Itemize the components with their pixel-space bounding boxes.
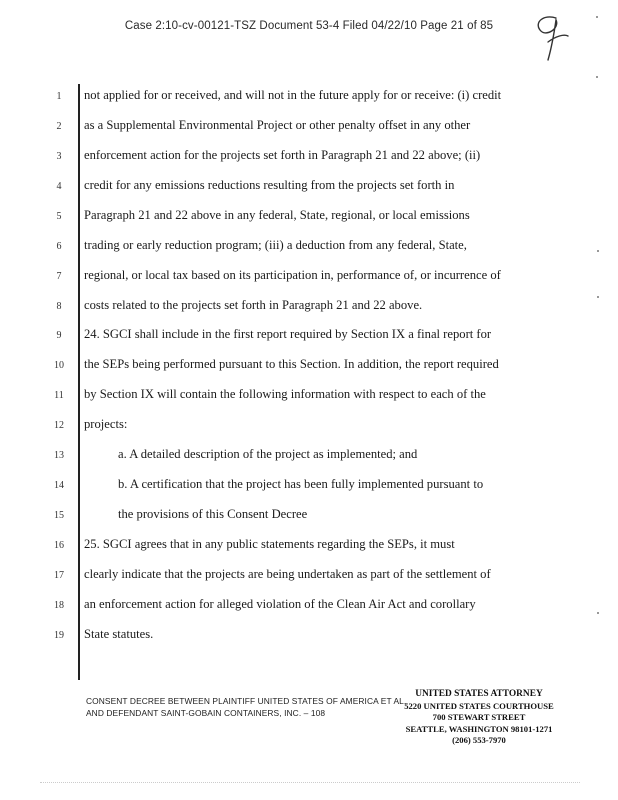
body-text-line: an enforcement action for alleged violation of the Clean Air Act and corollary <box>84 597 476 611</box>
scan-noise <box>40 782 580 791</box>
handwritten-initials <box>526 12 570 64</box>
line-number: 9 <box>56 330 62 341</box>
paragraph-25-line: 25. SGCI agrees that in any public statements regarding the SEPs, it must <box>84 537 455 551</box>
line-number: 17 <box>54 570 64 581</box>
line-number: 1 <box>56 91 62 102</box>
line-number: 6 <box>56 241 62 252</box>
body-text-line: by Section IX will contain the following information with respect to each of the <box>84 387 486 401</box>
scan-speck <box>597 296 599 298</box>
body-text-line: credit for any emissions reductions resulting from the projects set forth in <box>84 178 455 192</box>
line-number: 11 <box>54 390 64 401</box>
line-number: 3 <box>56 151 62 162</box>
margin-rule <box>78 84 80 680</box>
address-line: 5220 UNITED STATES COURTHOUSE <box>404 700 554 711</box>
body-text-line: as a Supplemental Environmental Project or other penalty offset in any other <box>84 118 471 132</box>
scan-speck <box>597 250 599 252</box>
body-text-line: enforcement action for the projects set forth in Paragraph 21 and 22 above; (ii) <box>84 148 481 162</box>
body-text-line: clearly indicate that the projects are being undertaken as part of the settlement of <box>84 567 491 581</box>
list-item-b: b. A certification that the project has been fully implemented pursuant to <box>118 477 484 491</box>
line-number: 15 <box>54 510 64 521</box>
list-item-b-continued: the provisions of this Consent Decree <box>118 507 308 521</box>
body-text-line: Paragraph 21 and 22 above in any federal, State, regional, or local emissions <box>84 208 470 222</box>
attorney-address-block <box>404 689 554 747</box>
body-text-line: State statutes. <box>84 627 154 641</box>
line-number: 10 <box>54 360 64 371</box>
line-number: 12 <box>54 420 64 431</box>
footer-caption <box>86 695 406 719</box>
body-text-line: trading or early reduction program; (iii) a deduction from any federal, State, <box>84 238 467 252</box>
body-text-line: costs related to the projects set forth in Paragraph 21 and 22 above. <box>84 298 423 312</box>
scan-speck <box>596 16 598 18</box>
footer-caption-line: CONSENT DECREE BETWEEN PLAINTIFF UNITED STATES OF AMERICA ET AL. <box>86 696 407 706</box>
address-line: SEATTLE, WASHINGTON 98101-1271 <box>405 723 553 734</box>
line-number: 2 <box>56 121 62 132</box>
body-text-line: regional, or local tax based on its participation in, performance of, or incurrence of <box>84 268 501 282</box>
scan-speck <box>596 76 598 78</box>
line-number: 4 <box>56 181 62 192</box>
list-item-a: a. A detailed description of the project as implemented; and <box>118 447 418 461</box>
address-line: 700 STEWART STREET <box>432 712 526 722</box>
line-number: 7 <box>56 271 62 282</box>
line-number: 19 <box>54 630 64 641</box>
phone-line: (206) 553-7970 <box>452 735 506 745</box>
footer-caption-line: AND DEFENDANT SAINT-GOBAIN CONTAINERS, INC. – 108 <box>86 708 326 718</box>
line-number: 8 <box>56 301 62 312</box>
line-number: 18 <box>54 600 64 611</box>
line-number: 14 <box>54 480 64 491</box>
body-text-line: not applied for or received, and will not in the future apply for or receive: (i) credit <box>84 88 502 102</box>
scan-speck <box>597 612 599 614</box>
line-number: 16 <box>54 540 64 551</box>
paragraph-24-line: 24. SGCI shall include in the first report required by Section IX a final report for <box>84 327 492 341</box>
case-header: Case 2:10-cv-00121-TSZ Document 53-4 Filed 04/22/10 Page 21 of 85 <box>124 20 494 32</box>
body-text-line: projects: <box>84 417 128 431</box>
line-number: 5 <box>56 211 62 222</box>
body-text-line: the SEPs being performed pursuant to this Section. In addition, the report required <box>84 357 499 371</box>
line-number: 13 <box>54 450 64 461</box>
attorney-title: UNITED STATES ATTORNEY <box>415 689 543 699</box>
